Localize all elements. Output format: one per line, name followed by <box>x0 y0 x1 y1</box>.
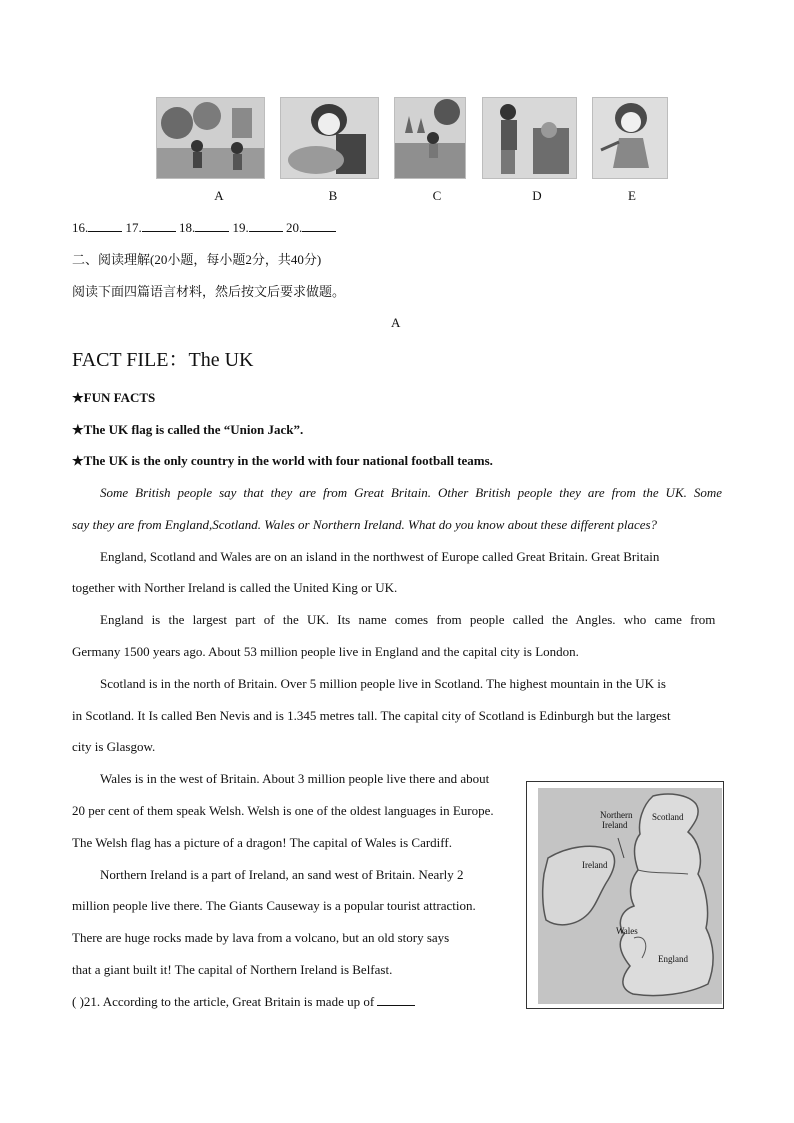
fun-fact-1: ★The UK flag is called the “Union Jack”. <box>72 422 304 437</box>
answer-17-blank[interactable] <box>142 220 176 232</box>
picture-d <box>482 97 577 179</box>
question-21 <box>72 994 415 1010</box>
map-label-scotland: Scotland <box>652 812 684 822</box>
paragraph-5-line-3: There are huge rocks made by lava from a volcano, but an old story says <box>72 930 450 945</box>
picture-label-d: D <box>532 188 542 203</box>
paragraph-2-line-2: Germany 1500 years ago. About 53 million people live in England and the capital city is London. <box>72 644 579 659</box>
article-title: FACT FILE：The UK <box>72 349 254 371</box>
paragraph-1-line-1: England, Scotland and Wales are on an island in the northwest of Europe called Great Britain. Great Britain <box>100 549 660 564</box>
map-label-ireland: Ireland <box>582 860 608 870</box>
map-label-england: England <box>658 954 688 964</box>
paragraph-1-line-2: together with Norther Ireland is called the United King or UK. <box>72 580 398 595</box>
boy-in-garden-picture <box>395 98 465 178</box>
paragraph-5-line-2: million people live there. The Giants Causeway is a popular tourist attraction. <box>72 898 476 913</box>
paragraph-5-line-4: that a giant built it! The capital of Northern Ireland is Belfast. <box>72 962 393 977</box>
paragraph-4-line-1: Wales is in the west of Britain. About 3 million people live there and about <box>100 771 490 786</box>
picture-e <box>592 97 668 179</box>
uk-map-frame <box>526 781 724 1009</box>
paragraph-4-line-2: 20 per cent of them speak Welsh. Welsh is one of the oldest languages in Europe. <box>72 803 494 818</box>
answer-18-number: 18. <box>179 220 196 235</box>
intro-line-2: say they are from England,Scotland. Wales or Northern Ireland. What do you know about these different places? <box>72 517 658 532</box>
answer-19-blank[interactable] <box>249 220 283 232</box>
passage-label: A <box>391 315 401 330</box>
map-label-northern: Northern <box>600 810 633 820</box>
uk-map-outline <box>538 788 722 1004</box>
section-instruction: 阅读下面四篇语言材料，然后按文后要求做题。 <box>72 284 346 299</box>
question-21-answer-bracket[interactable]: ( ) <box>72 994 84 1009</box>
map-label-northern-ireland: Ireland <box>602 820 628 830</box>
girl-singing-picture <box>593 98 667 178</box>
picture-label-a: A <box>214 188 224 203</box>
park-scene-picture <box>157 98 264 178</box>
answer-18-blank[interactable] <box>195 220 229 232</box>
girl-sewing-picture <box>281 98 378 178</box>
picture-label-b: B <box>328 188 338 203</box>
picture-c <box>394 97 466 179</box>
answer-16-number: 16. <box>72 220 89 235</box>
picture-b <box>280 97 379 179</box>
intro-line-1: Some British people say that they are from Great Britain. Other British people they are from the UK. Some <box>100 485 722 500</box>
paragraph-3-line-3: city is Glasgow. <box>72 739 156 754</box>
answer-20-number: 20. <box>286 220 303 235</box>
question-21-text: 21. According to the article, Great Britain is made up of <box>83 994 375 1009</box>
answer-16-blank[interactable] <box>88 220 122 232</box>
picture-a <box>156 97 265 179</box>
paragraph-4-line-3: The Welsh flag has a picture of a dragon! The capital of Wales is Cardiff. <box>72 835 452 850</box>
question-21-blank[interactable] <box>377 994 415 1006</box>
picture-label-c: C <box>432 188 442 203</box>
picture-label-e: E <box>628 188 636 203</box>
paragraph-3-line-2: in Scotland. It Is called Ben Nevis and is 1.345 metres tall. The capital city of Scotland is Edinburgh but the largest <box>72 708 671 723</box>
answer-19-number: 19. <box>232 220 249 235</box>
serving-tea-picture <box>483 98 576 178</box>
fun-fact-2: ★The UK is the only country in the world with four national football teams. <box>72 453 493 468</box>
map-label-wales: Wales <box>616 926 638 936</box>
paragraph-2-line-1: England is the largest part of the UK. Its name comes from people called the Angles. who came from <box>100 612 716 627</box>
answer-17-number: 17. <box>125 220 142 235</box>
section-heading: 二、阅读理解(20小题，每小题2分，共40分) <box>72 252 322 267</box>
fun-facts-heading: ★FUN FACTS <box>72 390 156 405</box>
paragraph-3-line-1: Scotland is in the north of Britain. Over 5 million people live in Scotland. The highest mountain in the UK is <box>100 676 666 691</box>
uk-map <box>538 788 722 1004</box>
answer-blanks-row <box>72 220 336 236</box>
paragraph-5-line-1: Northern Ireland is a part of Ireland, an sand west of Britain. Nearly 2 <box>100 867 464 882</box>
answer-20-blank[interactable] <box>302 220 336 232</box>
